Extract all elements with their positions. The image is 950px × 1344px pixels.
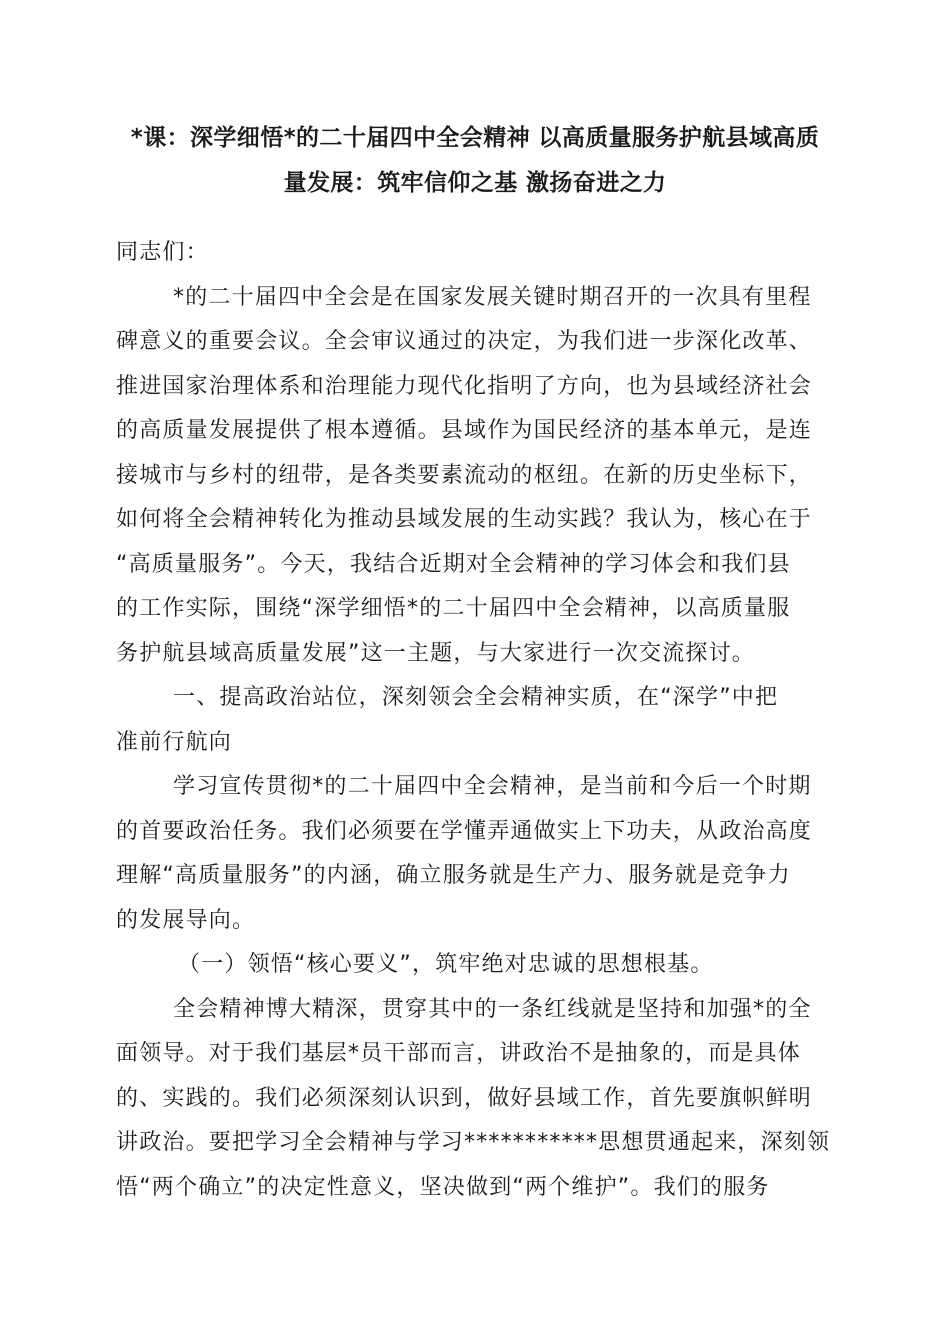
paragraph-line: 的高质量发展提供了根本遵循。县域作为国民经济的基本单元，是连 (116, 418, 813, 443)
subsection-heading: （一）领悟“核心要义”，筑牢绝对忠诚的思想根基。 (178, 952, 714, 977)
paragraph-line: 碑意义的重要会议。全会审议通过的决定，为我们进一步深化改革、 (116, 329, 813, 354)
paragraph-line: “高质量服务”。今天，我结合近期对全会精神的学习体会和我们县 (116, 552, 791, 577)
paragraph-line: 接城市与乡村的纽带，是各类要素流动的枢纽。在新的历史坐标下， (116, 463, 813, 488)
paragraph-line: 的首要政治任务。我们必须要在学懂弄通做实上下功夫，从政治高度 (116, 819, 813, 844)
paragraph-line: 学习宣传贯彻*的二十届四中全会精神，是当前和今后一个时期 (173, 774, 812, 799)
section-heading-line: 准前行航向 (116, 730, 233, 755)
document-title-line-1: *课：深学细悟*的二十届四中全会精神 以高质量服务护航县域高质 (130, 125, 820, 151)
paragraph-line: 如何将全会精神转化为推动县域发展的生动实践？我认为，核心在于 (116, 507, 813, 532)
paragraph-line: 务护航县域高质量发展”这一主题，与大家进行一次交流探讨。 (116, 641, 755, 666)
paragraph-line: 的、实践的。我们必须深刻认识到，做好县域工作，首先要旗帜鲜明 (116, 1086, 813, 1111)
paragraph-line: 面领导。对于我们基层*员干部而言，讲政治不是抽象的，而是具体 (116, 1041, 802, 1066)
paragraph-line: 的工作实际，围绕“深学细悟*的二十届四中全会精神，以高质量服 (116, 596, 791, 621)
paragraph-line: *的二十届四中全会是在国家发展关键时期召开的一次具有里程 (173, 285, 812, 310)
section-heading-line: 一、提高政治站位，深刻领会全会精神实质，在“深学”中把 (173, 685, 779, 710)
salutation: 同志们： (116, 240, 209, 265)
paragraph-line: 悟“两个确立”的决定性意义，坚决做到“两个维护”。我们的服务 (116, 1175, 770, 1200)
paragraph-line: 全会精神博大精深，贯穿其中的一条红线就是坚持和加强*的全 (173, 997, 812, 1022)
paragraph-line: 理解“高质量服务”的内涵，确立服务就是生产力、服务就是竞争力 (116, 863, 791, 888)
paragraph-line: 的发展导向。 (116, 908, 256, 933)
paragraph-line: 推进国家治理体系和治理能力现代化指明了方向，也为县域经济社会 (116, 374, 813, 399)
paragraph-line: 讲政治。要把学习全会精神与学习***********思想贯通起来，深刻领 (116, 1130, 831, 1155)
document-title-line-2: 量发展：筑牢信仰之基 激扬奋进之力 (283, 170, 667, 196)
